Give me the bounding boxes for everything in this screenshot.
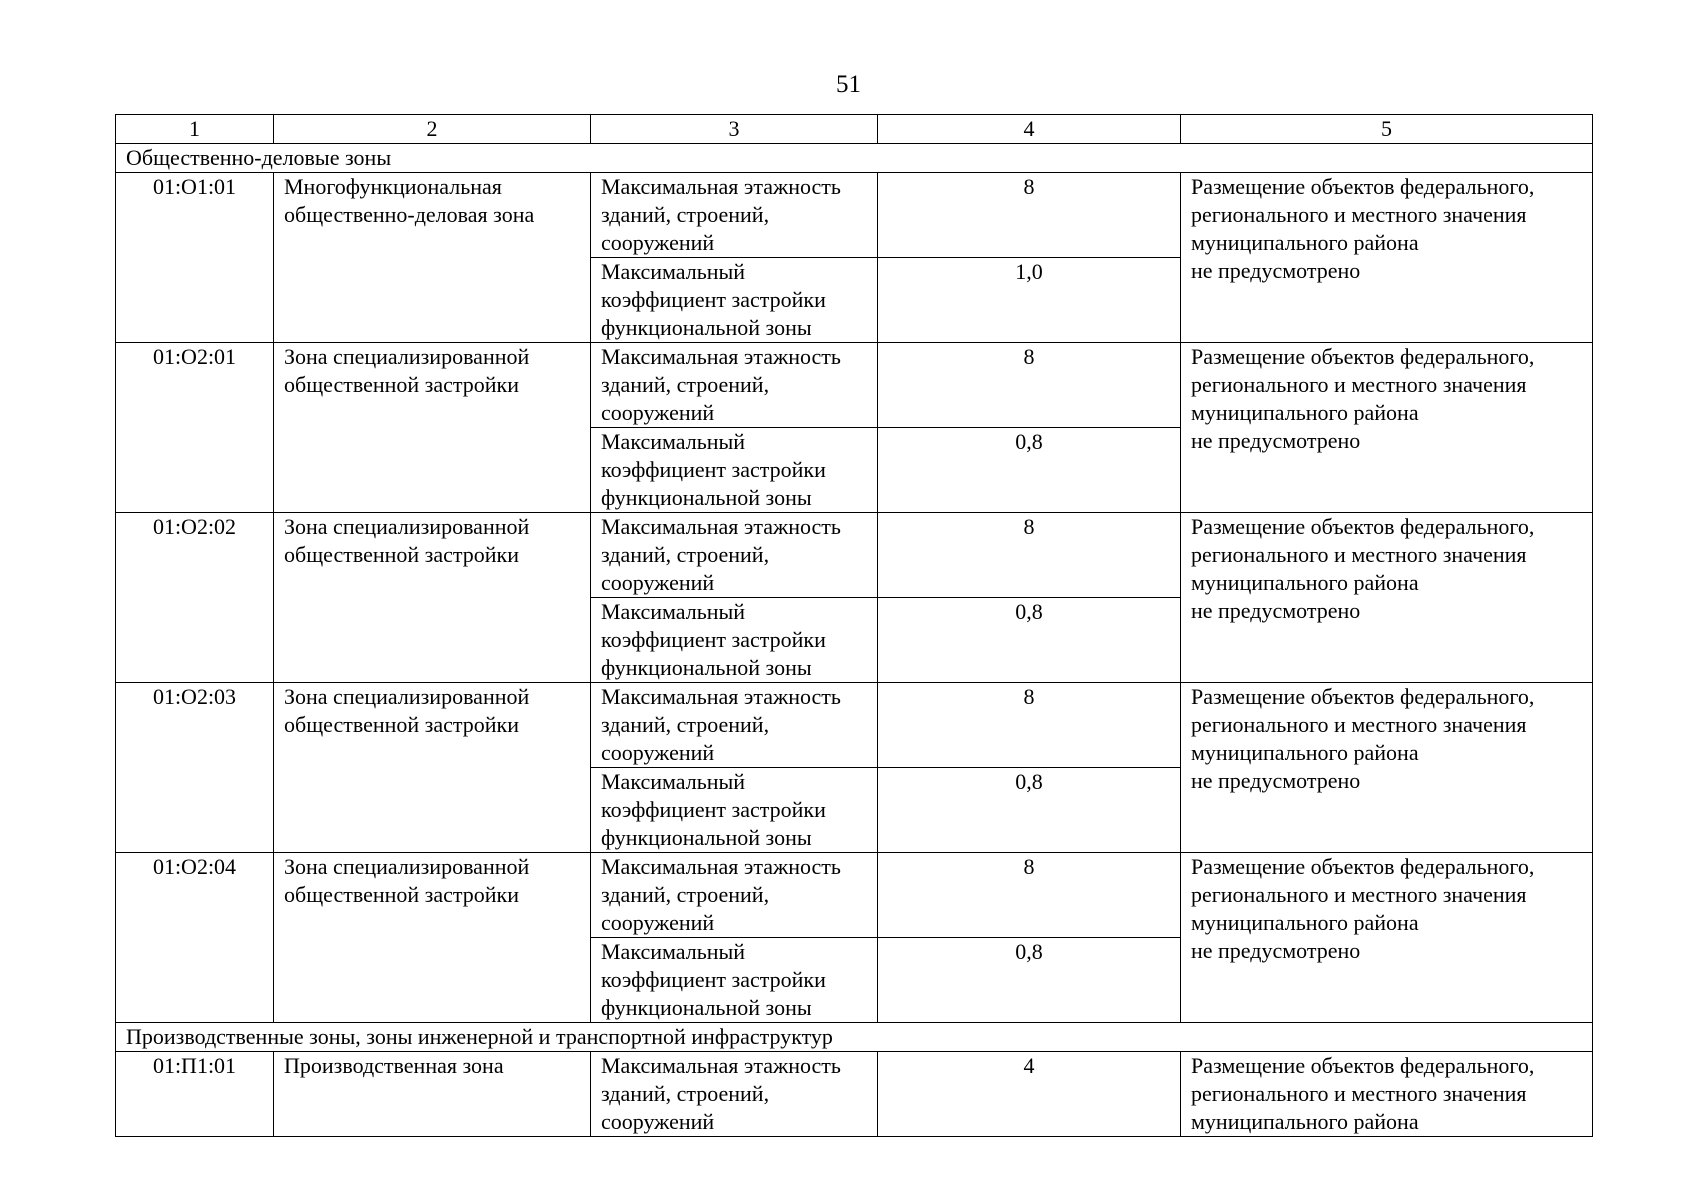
text-line: Зона специализированной <box>284 344 530 369</box>
section-title: Общественно-деловые зоны <box>116 144 1593 173</box>
zone-name <box>274 343 591 513</box>
text-line: не предусмотрено <box>1191 938 1361 963</box>
text-line: Размещение объектов федерального, <box>1191 514 1535 539</box>
text-line: коэффициент застройки <box>601 627 826 652</box>
text-line: сооружений <box>601 740 715 765</box>
text-line: регионального и местного значения <box>1191 372 1527 397</box>
text-line: функциональной зоны <box>601 825 812 850</box>
param-coef-value: 1,0 <box>878 258 1181 343</box>
text-line: зданий, строений, <box>601 202 770 227</box>
placement-note <box>1181 853 1593 1023</box>
text-line: функциональной зоны <box>601 315 812 340</box>
text-line: общественной застройки <box>284 712 520 737</box>
placement-note <box>1181 173 1593 343</box>
param-floors-value: 4 <box>878 1052 1181 1137</box>
zone-name <box>274 173 591 343</box>
text-line: Максимальный <box>601 769 746 794</box>
section-row <box>116 1023 1593 1052</box>
text-line: регионального и местного значения <box>1191 542 1527 567</box>
param-floors-value: 8 <box>878 513 1181 598</box>
zones-table <box>115 114 1593 1137</box>
text-line: Максимальный <box>601 259 746 284</box>
text-line: Многофункциональная <box>284 174 502 199</box>
zone-row <box>116 853 1593 938</box>
text-line: Зона специализированной <box>284 684 530 709</box>
param-floors-label <box>591 853 878 938</box>
zone-code: 01:О2:03 <box>116 683 274 853</box>
text-line: Максимальная этажность <box>601 514 841 539</box>
zone-code: 01:О1:01 <box>116 173 274 343</box>
param-coef-value: 0,8 <box>878 598 1181 683</box>
text-line: коэффициент застройки <box>601 287 826 312</box>
text-line: общественной застройки <box>284 372 520 397</box>
text-line: Максимальная этажность <box>601 174 841 199</box>
zone-name <box>274 513 591 683</box>
text-line: Максимальный <box>601 429 746 454</box>
zone-row <box>116 683 1593 768</box>
text-line: сооружений <box>601 400 715 425</box>
zone-row <box>116 1052 1593 1137</box>
text-line: муниципального района <box>1191 740 1419 765</box>
zone-row <box>116 513 1593 598</box>
text-line: муниципального района <box>1191 910 1419 935</box>
text-line: регионального и местного значения <box>1191 202 1527 227</box>
zone-row <box>116 173 1593 258</box>
text-line: Максимальный <box>601 939 746 964</box>
param-floors-label <box>591 343 878 428</box>
text-line: общественной застройки <box>284 542 520 567</box>
zone-code: 01:О2:02 <box>116 513 274 683</box>
param-floors-label <box>591 513 878 598</box>
text-line: сооружений <box>601 230 715 255</box>
section-row <box>116 144 1593 173</box>
param-floors-label <box>591 1052 878 1137</box>
text-line: не предусмотрено <box>1191 258 1361 283</box>
text-line: Размещение объектов федерального, <box>1191 684 1535 709</box>
text-line: муниципального района <box>1191 1109 1419 1134</box>
header-cell: 4 <box>878 115 1181 144</box>
text-line: функциональной зоны <box>601 995 812 1020</box>
zone-name: Производственная зона <box>274 1052 591 1137</box>
param-coef-label <box>591 768 878 853</box>
text-line: регионального и местного значения <box>1191 712 1527 737</box>
placement-note <box>1181 343 1593 513</box>
text-line: Зона специализированной <box>284 514 530 539</box>
param-coef-value: 0,8 <box>878 768 1181 853</box>
text-line: зданий, строений, <box>601 542 770 567</box>
zone-name <box>274 853 591 1023</box>
param-floors-value: 8 <box>878 853 1181 938</box>
text-line: сооружений <box>601 570 715 595</box>
text-line: зданий, строений, <box>601 372 770 397</box>
text-line: не предусмотрено <box>1191 768 1361 793</box>
text-line: регионального и местного значения <box>1191 1081 1527 1106</box>
text-line: Размещение объектов федерального, <box>1191 854 1535 879</box>
text-line: Максимальная этажность <box>601 684 841 709</box>
param-floors-label <box>591 683 878 768</box>
text-line: Максимальная этажность <box>601 1053 841 1078</box>
text-line: Размещение объектов федерального, <box>1191 1053 1535 1078</box>
text-line: Зона специализированной <box>284 854 530 879</box>
param-coef-label <box>591 938 878 1023</box>
text-line: Размещение объектов федерального, <box>1191 174 1535 199</box>
page-number: 51 <box>836 71 861 98</box>
param-floors-value: 8 <box>878 683 1181 768</box>
section-title: Производственные зоны, зоны инженерной и транспортной инфраструктур <box>116 1023 1593 1052</box>
placement-note <box>1181 513 1593 683</box>
param-floors-label <box>591 173 878 258</box>
text-line: общественной застройки <box>284 882 520 907</box>
text-line: зданий, строений, <box>601 1081 770 1106</box>
header-row <box>116 115 1593 144</box>
text-line: зданий, строений, <box>601 712 770 737</box>
text-line: функциональной зоны <box>601 485 812 510</box>
text-line: сооружений <box>601 1109 715 1134</box>
zones-table-body <box>116 115 1593 1137</box>
placement-note <box>1181 1052 1593 1137</box>
text-line: Размещение объектов федерального, <box>1191 344 1535 369</box>
placement-note <box>1181 683 1593 853</box>
zone-code: 01:П1:01 <box>116 1052 274 1137</box>
param-coef-value: 0,8 <box>878 428 1181 513</box>
param-coef-value: 0,8 <box>878 938 1181 1023</box>
text-line: не предусмотрено <box>1191 598 1361 623</box>
text-line: Максимальный <box>601 599 746 624</box>
text-line: коэффициент застройки <box>601 967 826 992</box>
header-cell: 3 <box>591 115 878 144</box>
text-line: регионального и местного значения <box>1191 882 1527 907</box>
text-line: коэффициент застройки <box>601 457 826 482</box>
zone-code: 01:О2:04 <box>116 853 274 1023</box>
param-coef-label <box>591 428 878 513</box>
param-floors-value: 8 <box>878 343 1181 428</box>
zone-name <box>274 683 591 853</box>
text-line: муниципального района <box>1191 400 1419 425</box>
header-cell: 5 <box>1181 115 1593 144</box>
text-line: функциональной зоны <box>601 655 812 680</box>
text-line: зданий, строений, <box>601 882 770 907</box>
text-line: не предусмотрено <box>1191 428 1361 453</box>
text-line: муниципального района <box>1191 570 1419 595</box>
param-coef-label <box>591 258 878 343</box>
text-line: муниципального района <box>1191 230 1419 255</box>
text-line: общественно-деловая зона <box>284 202 535 227</box>
param-floors-value: 8 <box>878 173 1181 258</box>
header-cell: 2 <box>274 115 591 144</box>
param-coef-label <box>591 598 878 683</box>
zone-code: 01:О2:01 <box>116 343 274 513</box>
text-line: Максимальная этажность <box>601 854 841 879</box>
zone-row <box>116 343 1593 428</box>
text-line: коэффициент застройки <box>601 797 826 822</box>
header-cell: 1 <box>116 115 274 144</box>
text-line: сооружений <box>601 910 715 935</box>
text-line: Максимальная этажность <box>601 344 841 369</box>
